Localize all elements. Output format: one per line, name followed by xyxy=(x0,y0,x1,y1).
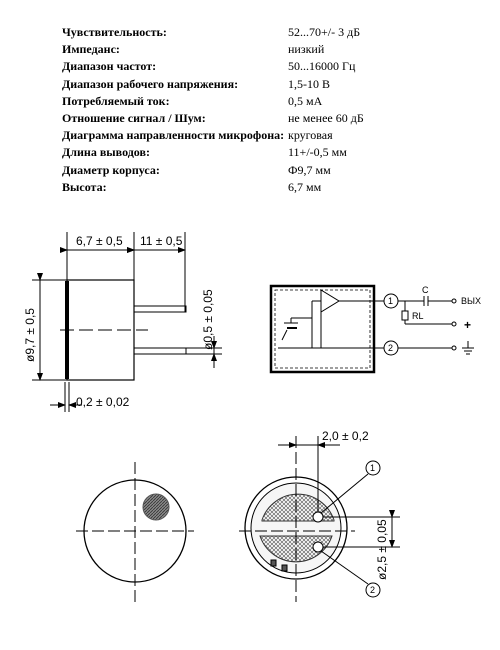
plus-label: + xyxy=(464,318,472,332)
dim-height-label: 6,7 ± 0,5 xyxy=(76,234,123,248)
callout-2-label: 2 xyxy=(370,585,376,595)
spec-label: Чувствительность: xyxy=(62,25,167,39)
dim-face-thickness-label: 0,2 ± 0,02 xyxy=(76,395,130,409)
spec-label: Высота: xyxy=(62,179,107,194)
front-view-drawing xyxy=(76,462,194,602)
spec-label: Диапазон частот: xyxy=(62,59,157,74)
spec-value: Ф9,7 мм xyxy=(288,162,331,177)
spec-value: 50...16000 Гц xyxy=(288,59,356,74)
spec-value: 0,5 мА xyxy=(288,93,323,108)
dim-pad-diameter-label: ø2,5 ± 0,05 xyxy=(375,519,389,580)
pin-1-label: 1 xyxy=(388,296,394,306)
spec-label: Диапазон рабочего напряжения: xyxy=(62,76,239,91)
spec-value: 1,5-10 В xyxy=(288,76,330,91)
spec-value: низкий xyxy=(288,42,325,57)
dim-diameter-label: ø9,7 ± 0,5 xyxy=(23,308,37,362)
spec-label: Длина выводов: xyxy=(62,145,150,160)
callout-1-label: 1 xyxy=(370,463,376,473)
spec-label: Импеданс: xyxy=(62,42,120,57)
resistor-label: RL xyxy=(412,311,424,321)
dim-pin-spacing-label: 2,0 ± 0,2 xyxy=(322,429,369,443)
circuit-diagram xyxy=(271,286,474,372)
spec-value: круговая xyxy=(288,128,333,143)
dim-lead-length-label: 11 ± 0,5 xyxy=(140,234,183,248)
spec-label: Отношение сигнал / Шум: xyxy=(62,110,206,125)
spec-label: Потребляемый ток: xyxy=(62,93,170,108)
dim-lead-diameter-label: ø0,5 ± 0,05 xyxy=(201,289,215,350)
pin-2-label: 2 xyxy=(388,343,394,353)
spec-value: 52...70+/- 3 дБ xyxy=(288,25,361,39)
output-label: ВЫХ xyxy=(461,296,481,306)
spec-label: Диаметр корпуса: xyxy=(62,162,160,177)
spec-label: Диаграмма направленности микрофона: xyxy=(62,128,285,143)
spec-value: 6,7 мм xyxy=(288,179,322,194)
capacitor-label: C xyxy=(422,285,429,295)
spec-value: 11+/-0,5 мм xyxy=(288,145,347,160)
side-view-drawing xyxy=(32,232,222,412)
spec-value: не менее 60 дБ xyxy=(288,110,364,125)
